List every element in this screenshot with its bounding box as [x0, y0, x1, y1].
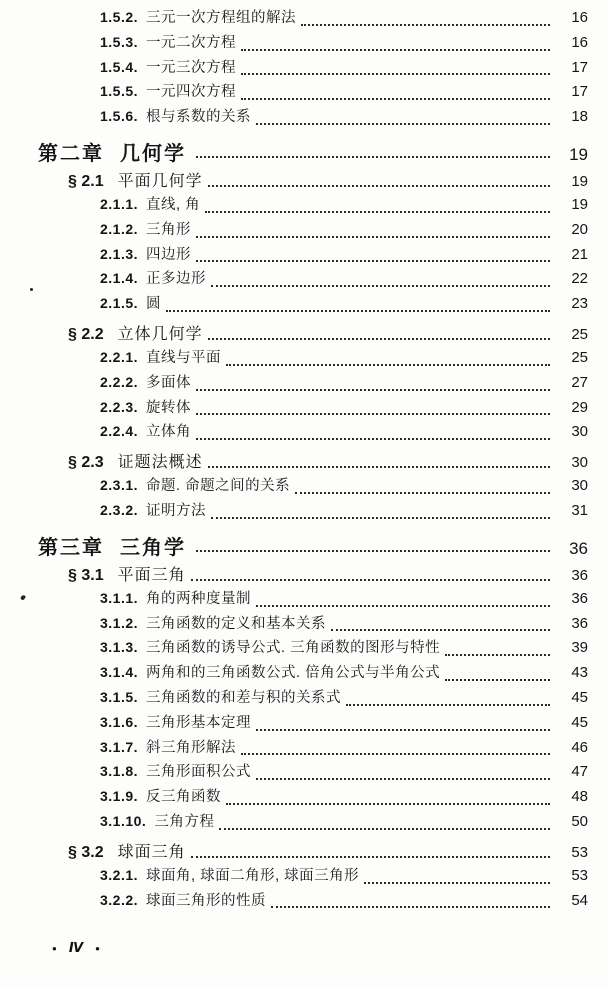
toc-entry — [0, 612, 608, 637]
dot-leader — [256, 729, 550, 731]
dot-leader — [346, 704, 550, 706]
toc-entry-number: 第三章 — [38, 536, 104, 559]
toc-entry — [0, 785, 608, 810]
dot-leader — [219, 828, 550, 830]
toc-entry-page: 46 — [571, 738, 588, 756]
toc-entry-title: 命题. 命题之间的关系 — [146, 478, 291, 495]
toc-entry — [0, 292, 608, 317]
toc-entry-title: 旋转体 — [146, 399, 192, 416]
toc-entry — [0, 105, 608, 130]
toc-entry — [0, 267, 608, 292]
dot-leader — [331, 629, 550, 631]
dot-leader — [211, 517, 550, 519]
toc-entry-number: 3.2.2. — [100, 891, 139, 908]
toc-entry-number: 2.3.2. — [100, 501, 139, 518]
dot-leader — [295, 492, 550, 494]
toc-entry — [0, 31, 608, 56]
toc-entry-title: 三角方程 — [154, 813, 215, 830]
toc-entry — [0, 736, 608, 761]
toc-entry-number: 1.5.5. — [100, 83, 139, 100]
toc-entry — [0, 889, 608, 914]
toc-entry-title: 圆 — [146, 296, 162, 313]
toc-entry-number: 3.1.7. — [100, 738, 139, 755]
toc-entry-number: 2.1.3. — [100, 245, 139, 262]
toc-entry-title: 一元三次方程 — [146, 59, 237, 76]
toc-entry-number: 3.1.8. — [100, 763, 139, 780]
dot-leader — [208, 338, 550, 340]
dot-leader — [196, 550, 550, 552]
footer-right-bullet-icon: ● — [95, 943, 100, 953]
toc-entry-page: 18 — [571, 108, 588, 126]
toc-entry-page: 20 — [571, 220, 588, 238]
toc-entry-page: 19 — [571, 172, 588, 190]
toc-entry — [0, 130, 608, 164]
toc-entry — [0, 686, 608, 711]
toc-entry-number: 3.1.9. — [100, 788, 139, 805]
toc-entry-title: 立体几何学 — [117, 325, 203, 343]
toc-entry-page: 54 — [571, 891, 588, 909]
toc-entry-number: 2.1.1. — [100, 195, 139, 212]
toc-entry-title: 两角和的三角函数公式. 倍角公式与半角公式 — [146, 665, 441, 682]
footer-left-bullet-icon: ● — [52, 943, 57, 953]
toc-entry-title: 一元四次方程 — [146, 84, 237, 101]
toc-entry — [0, 396, 608, 421]
toc-entry-title: 平面三角 — [117, 566, 186, 584]
toc-entry-page: 25 — [571, 348, 588, 366]
dot-leader — [205, 211, 550, 213]
toc-entry — [0, 164, 608, 193]
toc-entry-title: 证明方法 — [146, 502, 207, 519]
toc-entry-title: 根与系数的关系 — [146, 109, 252, 126]
toc-entry-number: § 3.2 — [68, 843, 104, 861]
toc-entry — [0, 317, 608, 346]
toc-entry-title: 直线, 角 — [146, 196, 201, 213]
toc-entry — [0, 6, 608, 31]
dot-leader — [196, 260, 550, 262]
footer-page-number: Ⅳ — [68, 941, 84, 956]
toc-entry-page: 48 — [571, 788, 588, 806]
dot-leader — [191, 579, 550, 581]
toc-entry-number: 2.1.4. — [100, 270, 139, 287]
toc-entry — [0, 524, 608, 558]
toc-entry-title: 三角学 — [120, 536, 186, 559]
dot-leader — [256, 778, 550, 780]
toc-entry-title: 多面体 — [146, 374, 192, 391]
toc-entry-page: 43 — [571, 664, 588, 682]
toc-entry-title: 球面三角 — [117, 843, 186, 861]
toc-entry — [0, 80, 608, 105]
toc-entry — [0, 835, 608, 864]
toc-entry-page: 19 — [569, 144, 588, 164]
toc-entry-page: 31 — [571, 501, 588, 519]
toc-entry-number: § 2.3 — [68, 454, 104, 472]
toc-entry-page: 25 — [571, 325, 588, 343]
toc-entry — [0, 243, 608, 268]
toc-entry-number: 2.2.2. — [100, 373, 139, 390]
toc-entry-page: 47 — [571, 763, 588, 781]
toc-list — [0, 6, 608, 913]
toc-entry-number: 3.1.4. — [100, 664, 139, 681]
dot-leader — [196, 413, 550, 415]
scan-speck — [30, 288, 33, 291]
toc-entry-number: 1.5.3. — [100, 33, 139, 50]
toc-entry-title: 球面三角形的性质 — [146, 892, 267, 909]
dot-leader — [196, 236, 550, 238]
dot-leader — [196, 389, 550, 391]
toc-entry-number: § 3.1 — [68, 566, 104, 584]
toc-entry — [0, 445, 608, 474]
toc-entry-number: 2.2.4. — [100, 423, 139, 440]
toc-entry-page: 36 — [571, 589, 588, 607]
toc-entry-page: 30 — [571, 423, 588, 441]
dot-leader — [256, 123, 550, 125]
toc-entry — [0, 371, 608, 396]
toc-entry-title: 三角形面积公式 — [146, 764, 252, 781]
toc-entry-title: 平面几何学 — [117, 172, 203, 190]
toc-entry-number: § 2.1 — [68, 172, 104, 190]
toc-entry-number: 3.1.10. — [100, 812, 147, 829]
dot-leader — [241, 753, 550, 755]
toc-entry-number: 1.5.6. — [100, 108, 139, 125]
toc-entry — [0, 636, 608, 661]
toc-entry-title: 三角函数的和差与积的关系式 — [146, 689, 342, 706]
toc-entry-title: 球面角, 球面二角形, 球面三角形 — [146, 867, 360, 884]
toc-entry-page: 23 — [571, 295, 588, 313]
dot-leader — [271, 906, 550, 908]
dot-leader — [208, 185, 550, 187]
dot-leader — [196, 156, 550, 158]
toc-entry-number: 2.1.5. — [100, 295, 139, 312]
toc-entry-page: 27 — [571, 373, 588, 391]
toc-entry-title: 证题法概述 — [117, 454, 203, 472]
dot-leader — [211, 285, 550, 287]
toc-entry — [0, 864, 608, 889]
toc-entry-page: 36 — [571, 614, 588, 632]
toc-entry-number: § 2.2 — [68, 325, 104, 343]
toc-entry-page: 30 — [571, 454, 588, 472]
toc-entry-number: 3.1.2. — [100, 614, 139, 631]
toc-entry-page: 16 — [571, 33, 588, 51]
toc-entry-title: 角的两种度量制 — [146, 590, 252, 607]
toc-entry-title: 三角函数的诱导公式. 三角函数的图形与特性 — [146, 640, 441, 657]
toc-entry — [0, 810, 608, 835]
dot-leader — [364, 882, 550, 884]
toc-entry-page: 29 — [571, 398, 588, 416]
toc-entry-page: 36 — [571, 566, 588, 584]
toc-entry-number: 3.2.1. — [100, 866, 139, 883]
dot-leader — [301, 24, 550, 26]
toc-entry-page: 39 — [571, 639, 588, 657]
toc-entry — [0, 711, 608, 736]
toc-entry-title: 三角形基本定理 — [146, 714, 252, 731]
toc-entry — [0, 558, 608, 587]
toc-entry-title: 立体角 — [146, 424, 192, 441]
dot-leader — [226, 364, 550, 366]
toc-entry-title: 三元一次方程组的解法 — [146, 10, 297, 26]
dot-leader — [241, 98, 550, 100]
dot-leader — [166, 310, 550, 312]
toc-entry-title: 几何学 — [120, 142, 186, 165]
toc-entry-number: 2.3.1. — [100, 477, 139, 494]
toc-entry-number: 2.1.2. — [100, 220, 139, 237]
toc-entry — [0, 499, 608, 524]
toc-entry — [0, 587, 608, 612]
toc-entry — [0, 218, 608, 243]
dot-leader — [445, 679, 550, 681]
toc-entry-page: 16 — [571, 9, 588, 26]
toc-entry-title: 正多边形 — [146, 271, 207, 288]
toc-entry-title: 四边形 — [146, 246, 192, 263]
toc-entry — [0, 760, 608, 785]
page-footer — [52, 941, 100, 956]
toc-entry-title: 三角形 — [146, 221, 192, 238]
toc-entry — [0, 661, 608, 686]
toc-entry-number: 1.5.2. — [100, 9, 139, 25]
toc-entry — [0, 346, 608, 371]
toc-entry-number: 3.1.3. — [100, 639, 139, 656]
toc-entry-title: 一元二次方程 — [146, 34, 237, 51]
toc-entry-page: 36 — [569, 538, 588, 558]
toc-entry-number: 第二章 — [38, 142, 104, 165]
toc-entry-number: 3.1.5. — [100, 688, 139, 705]
dot-leader — [241, 49, 550, 51]
dot-leader — [445, 654, 550, 656]
toc-entry-page: 50 — [571, 812, 588, 830]
toc-entry-number: 3.1.6. — [100, 713, 139, 730]
toc-entry-page: 45 — [571, 713, 588, 731]
toc-entry-number: 2.2.1. — [100, 348, 139, 365]
toc-entry-number: 3.1.1. — [100, 589, 139, 606]
toc-entry — [0, 474, 608, 499]
dot-leader — [208, 466, 550, 468]
dot-leader — [196, 438, 550, 440]
toc-entry-page: 19 — [571, 195, 588, 213]
dot-leader — [191, 856, 550, 858]
toc-entry-title: 反三角函数 — [146, 789, 222, 806]
toc-entry-page: 17 — [571, 58, 588, 76]
toc-entry-title: 直线与平面 — [146, 349, 222, 366]
toc-entry-number: 2.2.3. — [100, 398, 139, 415]
toc-entry-page: 53 — [571, 866, 588, 884]
toc-entry-page: 21 — [571, 245, 588, 263]
toc-entry-page: 22 — [571, 270, 588, 288]
dot-leader — [241, 73, 550, 75]
toc-entry-page: 53 — [571, 843, 588, 861]
toc-entry-title: 斜三角形解法 — [146, 739, 237, 756]
toc-entry-page: 45 — [571, 688, 588, 706]
dot-leader — [256, 605, 550, 607]
toc-entry-page: 17 — [571, 83, 588, 101]
toc-entry — [0, 420, 608, 445]
toc-entry-title: 三角函数的定义和基本关系 — [146, 615, 327, 632]
toc-entry — [0, 193, 608, 218]
dot-leader — [226, 803, 550, 805]
toc-entry — [0, 56, 608, 81]
toc-entry-number: 1.5.4. — [100, 58, 139, 75]
toc-entry-page: 30 — [571, 477, 588, 495]
